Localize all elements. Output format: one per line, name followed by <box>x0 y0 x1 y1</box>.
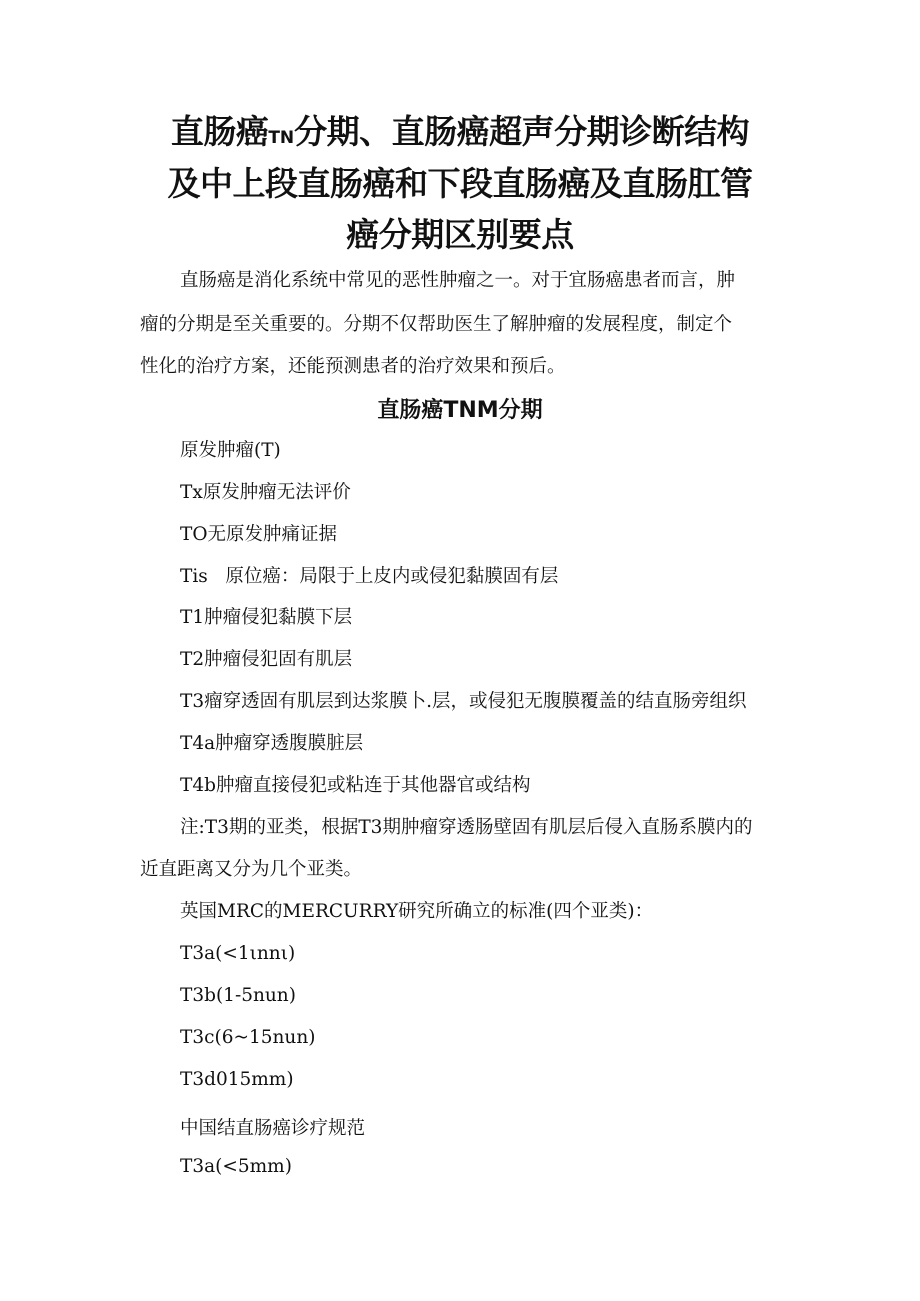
list-item: T4a肿瘤穿透腹膜脏层 <box>180 733 364 754</box>
mrc-heading: 英国MRC的MERCURRY研究所确立的标准(四个亚类)： <box>180 901 654 922</box>
intro-paragraph-line-2: 瘤的分期是至关重要的。分期不仅帮助医生了解肿瘤的发展程度，制定个 <box>140 314 733 335</box>
mrc-item: T3c(6~15nun) <box>180 1027 316 1048</box>
list-item: TO无原发肿痛证据 <box>180 524 338 545</box>
note-line-1: 注:T3期的亚类，根据T3期肿瘤穿透肠壁固有肌层后侵入直肠系膜内的 <box>180 817 753 838</box>
china-heading: 中国结直肠癌诊疗规范 <box>180 1118 366 1139</box>
list-item: Tx原发肿瘤无法评价 <box>180 482 351 503</box>
mrc-item: T3b(1-5nun) <box>180 985 296 1006</box>
intro-paragraph-line-1: 直肠癌是消化系统中常见的恶性肿瘤之一。对于宜肠癌患者而言，肿 <box>180 270 736 291</box>
china-item: T3a(<5mm) <box>180 1156 292 1177</box>
list-item: T3瘤穿透固有肌层到达浆膜卜.层，或侵犯无腹膜覆盖的结直肠旁组织 <box>180 691 747 712</box>
title-text-b: 分期、直肠癌超声分期诊断结构 <box>294 112 750 151</box>
note-line-2: 近直距离又分为几个亚类。 <box>140 859 363 880</box>
list-item: 原发肿瘤(T) <box>180 440 281 461</box>
document-title-line-3: 癌分期区别要点 <box>346 215 574 254</box>
title-text-a: 直肠癌 <box>170 112 269 151</box>
title-text-small: TN <box>268 128 295 148</box>
section-heading-tnm: 直肠癌TNM分期 <box>377 398 543 423</box>
document-title-line-1 <box>120 112 800 158</box>
list-item: Tis 原位癌：局限于上皮内或侵犯黏膜固有层 <box>180 566 559 587</box>
document-title-line-2: 及中上段直肠癌和下段直肠癌及直肠肛管 <box>167 164 753 203</box>
list-item: T1肿瘤侵犯黏膜下层 <box>180 607 353 628</box>
list-item: T2肿瘤侵犯固有肌层 <box>180 649 353 670</box>
mrc-item: T3d015mm) <box>180 1069 294 1090</box>
mrc-item: T3a(<1ιnnι) <box>180 943 296 964</box>
intro-paragraph-line-3: 性化的治疗方案，还能预测患者的治疗效果和预后。 <box>140 356 566 377</box>
list-item: T4b肿瘤直接侵犯或粘连于其他器官或结构 <box>180 775 531 796</box>
